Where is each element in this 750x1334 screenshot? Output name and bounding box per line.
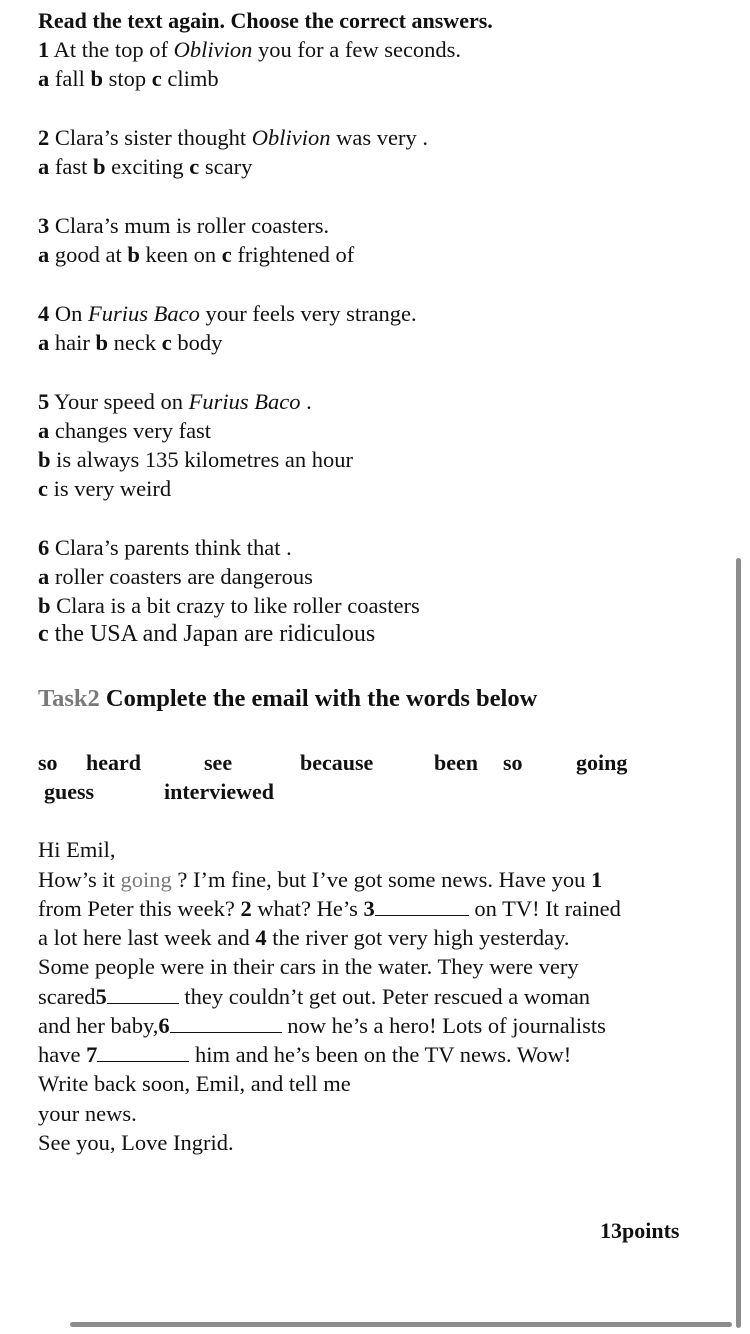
option-text: good at bbox=[49, 242, 128, 267]
option-letter: b bbox=[93, 154, 106, 179]
email-greeting: Hi Emil, bbox=[38, 837, 116, 862]
question-5-option-c bbox=[38, 474, 171, 503]
option-letter: c bbox=[189, 154, 200, 179]
horizontal-scrollbar[interactable] bbox=[70, 1322, 732, 1327]
email-text: what? He’s bbox=[251, 896, 364, 921]
option-text: stop bbox=[103, 66, 152, 91]
option-letter: c bbox=[38, 621, 49, 647]
word-bank-item: so bbox=[503, 750, 523, 775]
question-number: 6 bbox=[38, 535, 50, 560]
email-text: scared bbox=[38, 984, 96, 1009]
question-6-option-b bbox=[38, 591, 420, 620]
option-letter: a bbox=[38, 418, 50, 443]
question-6-option-a bbox=[38, 562, 313, 591]
option-letter: a bbox=[38, 564, 50, 589]
question-text: Clara’s parents think that . bbox=[49, 535, 292, 560]
question-number: 2 bbox=[38, 125, 50, 150]
email-text: a lot here last week and bbox=[38, 925, 256, 950]
email-text: now he’s a hero! Lots of journalists bbox=[281, 1013, 606, 1038]
word-bank-item: so bbox=[38, 750, 58, 775]
ride-name: Furius Baco bbox=[188, 389, 301, 414]
option-letter: a bbox=[38, 154, 50, 179]
answer-blank[interactable] bbox=[107, 983, 179, 1004]
email-text: the river got very high yesterday. bbox=[266, 925, 570, 950]
task2-heading bbox=[38, 684, 537, 713]
option-letter: b bbox=[38, 447, 51, 472]
question-5-option-b bbox=[38, 445, 353, 474]
email-text: ? I’m fine, but I’ve got some news. Have you bbox=[171, 867, 592, 892]
ride-name: Oblivion bbox=[251, 125, 331, 150]
blank-number: 5 bbox=[95, 984, 107, 1009]
email-line bbox=[38, 1040, 571, 1069]
word-bank-item: heard bbox=[86, 750, 141, 775]
word-bank-item: because bbox=[300, 750, 374, 775]
answer-blank[interactable] bbox=[170, 1012, 282, 1033]
option-letter: b bbox=[95, 330, 108, 355]
question-6-option-c bbox=[38, 620, 375, 649]
option-text: the USA and Japan are ridiculous bbox=[48, 621, 376, 647]
email-line: Some people were in their cars in the water. They were very bbox=[38, 954, 579, 979]
option-text: is always 135 kilometres an hour bbox=[50, 447, 353, 472]
question-6 bbox=[38, 533, 292, 562]
question-number: 4 bbox=[38, 301, 50, 326]
ride-name: Furius Baco bbox=[88, 301, 200, 326]
question-number: 1 bbox=[38, 37, 50, 62]
option-letter: b bbox=[127, 242, 140, 267]
blank-number: 3 bbox=[363, 896, 375, 921]
email-text: on TV! It rained bbox=[468, 896, 621, 921]
email-line: Write back soon, Emil, and tell me bbox=[38, 1071, 351, 1096]
option-text: fast bbox=[49, 154, 93, 179]
question-1-options bbox=[38, 64, 219, 93]
option-text: Clara is a bit crazy to like roller coasters bbox=[50, 593, 420, 618]
option-text: hair bbox=[49, 330, 96, 355]
question-text: your feels very strange. bbox=[199, 301, 417, 326]
question-4-options bbox=[38, 328, 222, 357]
email-line bbox=[38, 923, 570, 952]
blank-number: 4 bbox=[255, 925, 267, 950]
email-line bbox=[38, 865, 602, 894]
word-bank-item: been bbox=[434, 750, 478, 775]
vertical-scrollbar[interactable] bbox=[736, 558, 741, 1328]
email-line: your news. bbox=[38, 1101, 137, 1126]
question-5 bbox=[38, 387, 312, 416]
option-letter: a bbox=[38, 242, 50, 267]
option-letter: c bbox=[151, 66, 162, 91]
option-letter: b bbox=[90, 66, 103, 91]
question-text: At the top of bbox=[49, 37, 174, 62]
option-text: fall bbox=[49, 66, 91, 91]
blank-number: 7 bbox=[86, 1042, 98, 1067]
question-3 bbox=[38, 211, 329, 240]
option-letter: c bbox=[221, 242, 232, 267]
option-text: keen on bbox=[139, 242, 222, 267]
task-label: Task2 bbox=[38, 685, 100, 712]
question-1 bbox=[38, 35, 461, 64]
email-signoff: See you, Love Ingrid. bbox=[38, 1130, 234, 1155]
question-2 bbox=[38, 123, 428, 152]
question-number: 3 bbox=[38, 213, 50, 238]
option-text: frightened of bbox=[231, 242, 355, 267]
email-line bbox=[38, 982, 590, 1011]
option-letter: c bbox=[161, 330, 172, 355]
email-text: from Peter this week? bbox=[38, 896, 241, 921]
points-total: 13points bbox=[600, 1218, 680, 1243]
option-letter: a bbox=[38, 330, 50, 355]
option-text: changes very fast bbox=[49, 418, 212, 443]
blank-number: 2 bbox=[240, 896, 252, 921]
ride-name: Oblivion bbox=[173, 37, 253, 62]
email-line bbox=[38, 1011, 606, 1040]
word-bank-item: going bbox=[576, 750, 628, 775]
email-line bbox=[38, 894, 621, 923]
option-letter: a bbox=[38, 66, 50, 91]
question-text: Your speed on bbox=[49, 389, 189, 414]
question-2-options bbox=[38, 152, 252, 181]
question-text: Clara’s sister thought bbox=[49, 125, 252, 150]
email-text: they couldn’t get out. Peter rescued a woman bbox=[178, 984, 591, 1009]
question-text: you for a few seconds. bbox=[252, 37, 462, 62]
question-text: On bbox=[49, 301, 88, 326]
answer-blank[interactable] bbox=[375, 895, 469, 916]
option-letter: b bbox=[38, 593, 51, 618]
option-letter: c bbox=[38, 476, 48, 501]
email-text: him and he’s been on the TV news. Wow! bbox=[189, 1042, 572, 1067]
email-text: How’s it bbox=[38, 867, 121, 892]
blank-number: 1 bbox=[591, 867, 603, 892]
filled-word: going bbox=[120, 867, 172, 892]
question-4 bbox=[38, 299, 417, 328]
option-text: neck bbox=[108, 330, 162, 355]
option-text: is very weird bbox=[48, 476, 172, 501]
question-text: . bbox=[300, 389, 312, 414]
email-text: have bbox=[38, 1042, 87, 1067]
email-text: and her baby, bbox=[38, 1013, 159, 1038]
question-text: was very . bbox=[330, 125, 428, 150]
question-5-option-a bbox=[38, 416, 211, 445]
question-text: Clara’s mum is roller coasters. bbox=[49, 213, 330, 238]
blank-number: 6 bbox=[158, 1013, 170, 1038]
option-text: body bbox=[171, 330, 223, 355]
question-number: 5 bbox=[38, 389, 50, 414]
option-text: scary bbox=[199, 154, 253, 179]
answer-blank[interactable] bbox=[97, 1041, 189, 1062]
task-title: Complete the email with the words below bbox=[99, 685, 538, 712]
question-3-options bbox=[38, 240, 354, 269]
word-bank-item: guess bbox=[44, 779, 95, 804]
option-text: roller coasters are dangerous bbox=[49, 564, 313, 589]
word-bank-item: see bbox=[204, 750, 233, 775]
option-text: climb bbox=[161, 66, 219, 91]
option-text: exciting bbox=[105, 154, 190, 179]
word-bank-item: interviewed bbox=[164, 779, 274, 804]
instructions-heading: Read the text again. Choose the correct answers. bbox=[38, 8, 493, 33]
